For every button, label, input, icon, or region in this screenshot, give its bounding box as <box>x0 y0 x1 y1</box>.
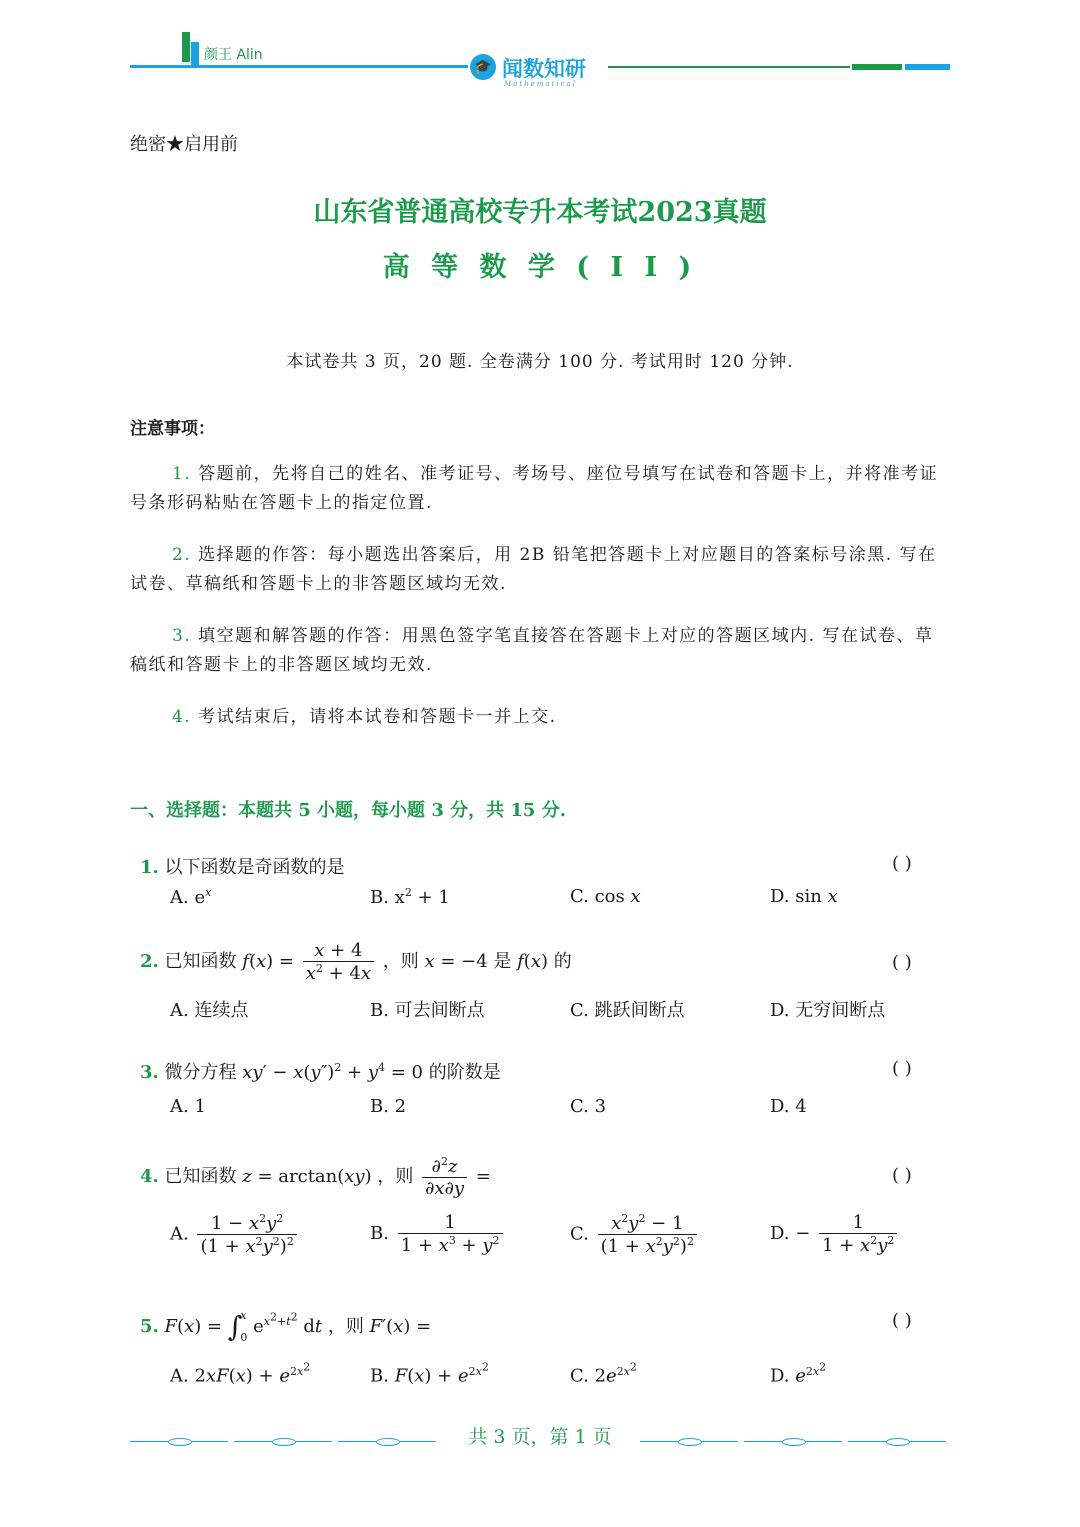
footer-ornament-line <box>744 1441 842 1442</box>
question-5-stem: 5. F(x) = ∫x 0 $e^{x^2+t^2}$ dt ，则 F′(x) = <box>140 1309 432 1344</box>
footer-ornament-line <box>848 1441 946 1442</box>
secret-label: 绝密★启用前 <box>130 134 238 155</box>
brand-logo-right <box>468 52 608 88</box>
question-text: 已知函数 <box>164 951 237 972</box>
note-text: 选择题的作答：每小题选出答案后，用 2B 铅笔把答题卡上对应题目的答案标号涂黑. 写在试卷、草稿纸和答题卡上的非答题区域均无效. <box>130 545 937 594</box>
option-label: C. cos <box>570 886 625 907</box>
section-heading: 一、选择题：本题共 5 小题，每小题 3 分，共 15 分. <box>130 800 566 821</box>
answer-paren: ( ) <box>892 1310 912 1331</box>
note-item <box>130 460 950 518</box>
question-text: 微分方程 <box>164 1062 237 1083</box>
option-label: D. sin <box>770 886 822 907</box>
option-d: D. 4 <box>770 1096 807 1117</box>
page-footer: 共 3 页，第 1 页 <box>468 1426 612 1448</box>
question-3-stem: 3. 微分方程 $xy' - x(y'')^2 + y^4 = 0$ 的阶数是 <box>140 1061 501 1083</box>
fraction: $\frac{x + 4}{x^2 + 4x}$ <box>303 940 374 984</box>
note-number: 2. <box>172 545 192 565</box>
option-b: B. $\frac{1}{1 + x^3 + y^2}$ <box>370 1212 506 1256</box>
note-text: 填空题和解答题的作答：用黑色签字笔直接答在答题卡上对应的答题区域内. 写在试卷、草稿纸和答题卡上的非答题区域均无效. <box>130 626 934 675</box>
answer-paren: ( ) <box>892 1165 912 1186</box>
note-item <box>130 703 950 732</box>
question-4-stem: 4. 已知函数 z = arctan(xy) ，则 $\frac{\partial^2z}{\partial x\partial y}$ = <box>140 1155 491 1199</box>
page-title: 山东省普通高校专升本考试2023真题 <box>313 197 767 228</box>
brand-logo-left <box>182 32 272 66</box>
brand-left-text: 颜王 Alin <box>204 47 263 63</box>
question-number: 5. <box>140 1316 159 1337</box>
option-d: D. sin x <box>770 886 838 907</box>
question-text: 已知函数 <box>164 1166 237 1187</box>
answer-paren: ( ) <box>892 853 912 874</box>
note-text: 答题前，先将自己的姓名、准考证号、考场号、座位号填写在试卷和答题卡上，并将准考证号条形码粘贴在答题卡上的指定位置. <box>130 464 939 513</box>
question-number: 3. <box>140 1062 159 1083</box>
question-text: 是 <box>493 951 512 972</box>
question-1-stem <box>140 853 345 879</box>
option-c: C. 3 <box>570 1096 607 1117</box>
question-text: ，则 <box>382 951 419 972</box>
option-label: B. x <box>370 887 405 908</box>
note-item <box>130 541 950 599</box>
question-number: 4. <box>140 1166 159 1187</box>
option-a: A. $e^x$ <box>170 886 212 908</box>
graduation-cap-icon: 🎓 <box>470 54 496 80</box>
header-rule-accent-blue <box>905 64 950 70</box>
question-number: 2. <box>140 951 159 972</box>
option-d: D. − $\frac{1}{1 + x^2y^2}$ <box>770 1212 900 1256</box>
notes-heading: 注意事项： <box>130 419 215 439</box>
option-b: B. 2 <box>370 1096 407 1117</box>
option-label: A. <box>170 1223 189 1245</box>
question-text: ，则 <box>327 1316 364 1337</box>
note-number: 3. <box>172 626 192 646</box>
fraction: $\frac{\partial^2z}{\partial x\partial y}$ <box>422 1155 467 1199</box>
option-b: B. $x^2 + 1$ <box>370 886 450 908</box>
option-a: A. $2xF(x) + e^{2x^2}$ <box>170 1360 311 1387</box>
option-c: C. $2e^{2x^2}$ <box>570 1360 637 1387</box>
question-2-stem: 2. 已知函数 f(x) = $\frac{x + 4}{x^2 + 4x}$ ，则 x = −4 是 f(x) 的 <box>140 940 572 984</box>
option-d: D. 无穷间断点 <box>770 1000 886 1021</box>
option-c: C. 跳跃间断点 <box>570 1000 685 1021</box>
header-rule-left <box>130 65 470 68</box>
question-text: 的阶数是 <box>428 1062 501 1083</box>
header-rule-accent-green <box>852 64 902 70</box>
answer-paren: ( ) <box>892 952 912 973</box>
option-a: A. $\frac{1 - x^2y^2}{(1 + x^2y^2)^2}$ <box>170 1212 300 1257</box>
note-item <box>130 622 950 680</box>
option-label: A. e <box>170 887 206 908</box>
brand-right-text: 闻数知研 <box>502 57 586 81</box>
brand-right-subtext: Mathematical <box>504 80 577 88</box>
question-text: 以下函数是奇函数的是 <box>164 857 345 878</box>
option-label: D. <box>770 1365 790 1387</box>
logo-bar-icon <box>191 42 199 66</box>
option-label: A. <box>170 1365 189 1387</box>
option-b: B. 可去间断点 <box>370 1000 485 1021</box>
option-label: C. <box>570 1223 589 1245</box>
note-number: 4. <box>172 707 192 727</box>
option-label: D. <box>770 1223 790 1244</box>
question-text: 的 <box>553 951 572 972</box>
option-d: D. $e^{2x^2}$ <box>770 1360 827 1387</box>
question-number: 1. <box>140 857 159 878</box>
footer-ornament-line <box>640 1441 738 1442</box>
note-text: 考试结束后，请将本试卷和答题卡一并上交. <box>198 707 557 727</box>
question-text: ，则 <box>377 1166 414 1187</box>
note-number: 1. <box>172 464 192 484</box>
option-a: A. 连续点 <box>170 1000 249 1021</box>
exam-summary: 本试卷共 3 页，20 题. 全卷满分 100 分. 考试用时 120 分钟. <box>286 352 794 372</box>
option-c: C. cos x <box>570 886 641 907</box>
logo-bar-icon <box>182 32 190 62</box>
option-label: C. <box>570 1365 589 1387</box>
option-label: B. <box>370 1365 389 1387</box>
page-subtitle: 高 等 数 学 ( I I ) <box>382 252 698 283</box>
option-b: B. $F(x) + e^{2x^2}$ <box>370 1360 489 1387</box>
answer-paren: ( ) <box>892 1058 912 1079</box>
option-c: C. $\frac{x^2y^2 - 1}{(1 + x^2y^2)^2}$ <box>570 1212 700 1257</box>
option-label: B. <box>370 1223 389 1244</box>
option-a: A. 1 <box>170 1096 206 1117</box>
